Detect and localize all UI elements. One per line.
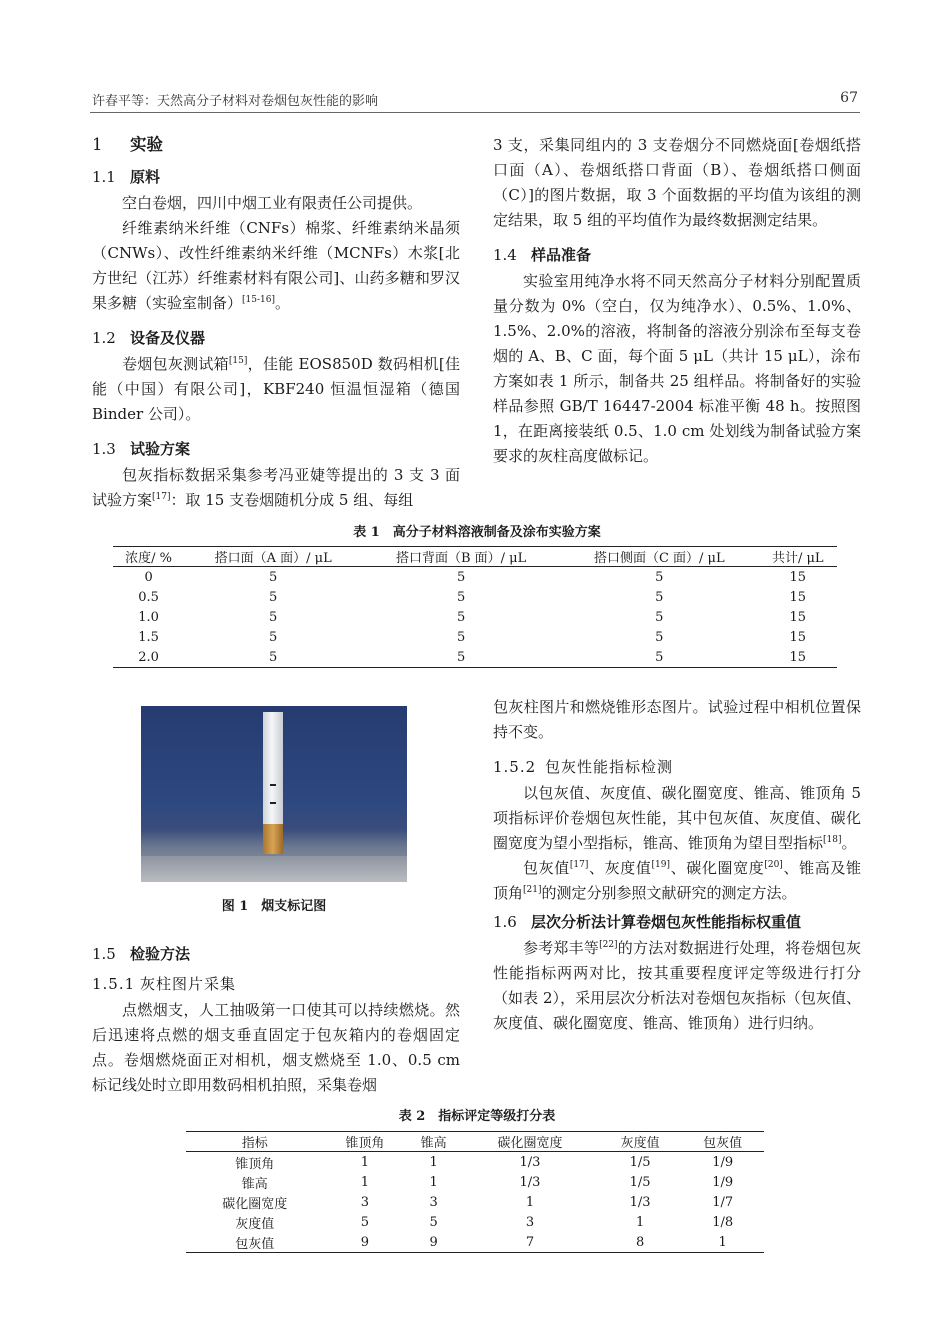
table2 — [186, 1131, 764, 1253]
table-cell: 15 — [789, 649, 807, 665]
subsubsection-heading: 1.5.2 包灰性能指标检测 — [493, 758, 674, 776]
table-cell: 5 — [269, 609, 278, 625]
left-column-top — [92, 131, 460, 513]
table-row — [186, 1172, 764, 1192]
left-column-bottom — [92, 936, 460, 1098]
table-row — [113, 587, 837, 607]
table-cell: 5 — [269, 629, 278, 645]
table-cell: 2.0 — [138, 649, 159, 665]
table-cell: 7 — [525, 1234, 535, 1250]
table-cell: 15 — [789, 589, 807, 605]
table-cell: 1/5 — [629, 1154, 651, 1170]
cigarette-filter — [263, 824, 283, 854]
table-cell: 5 — [269, 649, 278, 665]
cigarette-body — [263, 712, 283, 824]
figure1-caption: 图 1 烟支标记图 — [221, 899, 327, 914]
running-title: 许春平等：天然高分子材料对卷烟包灰性能的影响 — [92, 94, 379, 109]
table-row — [113, 627, 837, 647]
table-row — [186, 1212, 764, 1232]
table-cell: 5 — [655, 629, 664, 645]
table-cell: 1/3 — [519, 1174, 541, 1190]
table-cell: 1 — [525, 1194, 535, 1210]
paragraph: 空白卷烟，四川中烟工业有限责任公司提供。 — [122, 194, 423, 212]
table-cell: 5 — [655, 589, 664, 605]
table-cell: 3 — [525, 1214, 535, 1230]
table-cell: 1/9 — [712, 1174, 734, 1190]
table-cell: 1/3 — [519, 1154, 541, 1170]
holder-plate — [141, 856, 407, 882]
column-header: 锥顶角 — [324, 1132, 407, 1152]
table-cell: 9 — [429, 1234, 438, 1250]
paragraph: 以包灰值、灰度值、碳化圈宽度、锥高、锥顶角 5 项指标评价卷烟包灰性能，其中包灰值、灰度值、碳化圈宽度为望小型指标，锥高、锥顶角为望目型指标[18]。 — [493, 784, 861, 852]
table-cell: 1.0 — [138, 609, 159, 625]
table-row — [186, 1232, 764, 1253]
column-header: 浓度/ % — [113, 547, 184, 567]
table-cell: 碳化圈宽度 — [222, 1196, 288, 1212]
table-cell: 包灰值 — [235, 1236, 275, 1252]
table-row — [113, 647, 837, 668]
column-header: 共计/ μL — [759, 547, 837, 567]
table-cell: 15 — [789, 609, 807, 625]
table-cell: 9 — [360, 1234, 370, 1250]
subsection-heading: 1.2 设备及仪器 — [92, 329, 206, 347]
table-cell: 1 — [360, 1174, 370, 1190]
table-cell: 1 — [429, 1174, 438, 1190]
paragraph: 实验室用纯净水将不同天然高分子材料分别配置质量分数为 0%（空白，仅为纯净水）、0.5%、1.0%、1.5%、2.0%的溶液，将制备的溶液分别涂布至每支卷烟的 A、B、C 面，每个面 5 μL（共计 15 μL），涂布方案如表 1 所示，制备共 25 组样品。将制备好的实验样品参照 GB/T 16447-2004 标准平衡 48 h。按照图 1，在距离接装纸 0.5、1.0 cm 处划线为制备试验方案要求的灰柱高度做标记。 — [493, 272, 861, 465]
table-cell: 5 — [456, 649, 466, 665]
table-cell: 8 — [635, 1234, 645, 1250]
table1 — [113, 546, 837, 668]
subsection-heading: 1.6 层次分析法计算卷烟包灰性能指标权重值 — [493, 913, 802, 931]
table-cell: 5 — [456, 589, 466, 605]
column-header: 锥高 — [406, 1132, 461, 1152]
mark-line — [270, 802, 276, 804]
table-cell: 1/7 — [712, 1194, 734, 1210]
paragraph: 纤维素纳米纤维（CNFs）棉浆、纤维素纳米晶须（CNWs）、改性纤维素纳米纤维（MCNFs）木浆[北方世纪（江苏）纤维素材料有限公司]、山药多糖和罗汉果多糖（实验室制备）[15-16]。 — [92, 219, 460, 312]
table-cell: 5 — [456, 609, 466, 625]
table-cell: 5 — [269, 569, 278, 585]
table-cell: 1/5 — [629, 1174, 651, 1190]
mark-line — [270, 784, 276, 786]
header-rule — [90, 112, 860, 113]
table-cell: 5 — [456, 629, 466, 645]
right-column-top — [493, 133, 861, 469]
table-cell: 3 — [429, 1194, 438, 1210]
right-column-bottom — [493, 695, 861, 1036]
table-cell: 1 — [429, 1154, 438, 1170]
cigarette-marking-photo — [141, 706, 407, 882]
table2-caption: 表 2 指标评定等级打分表 — [398, 1109, 556, 1124]
subsection-heading: 1.4 样品准备 — [493, 246, 592, 264]
column-header: 指标 — [186, 1132, 324, 1152]
table-cell: 1/9 — [712, 1154, 734, 1170]
table-cell: 5 — [655, 609, 664, 625]
table-cell: 15 — [789, 629, 807, 645]
subsection-heading: 1.1 原料 — [92, 168, 161, 186]
table-cell: 1.5 — [138, 629, 159, 645]
paragraph: 卷烟包灰测试箱[15]，佳能 EOS850D 数码相机[佳能（中国）有限公司]，KBF240 恒温恒湿箱（德国 Binder 公司）。 — [92, 355, 460, 423]
table-cell: 灰度值 — [235, 1216, 275, 1232]
page-number: 67 — [840, 90, 858, 106]
table-row — [113, 567, 837, 588]
table-cell: 1/8 — [712, 1214, 734, 1230]
paragraph: 点燃烟支，人工抽吸第一口使其可以持续燃烧。然后迅速将点燃的烟支垂直固定于包灰箱内的卷烟固定点。卷烟燃烧面正对相机，烟支燃烧至 1.0、0.5 cm 标记线处时立即用数码相机拍照，采集卷烟 — [92, 1001, 460, 1094]
paragraph: 3 支，采集同组内的 3 支卷烟分不同燃烧面[卷烟纸搭口面（A）、卷烟纸搭口背面（B）、卷烟纸搭口侧面（C）]的图片数据，取 3 个面数据的平均值为该组的测定结果，取 5 组的平均值作为最终数据测定结果。 — [493, 136, 861, 229]
table-cell: 15 — [789, 569, 807, 585]
table-cell: 5 — [429, 1214, 438, 1230]
paragraph: 包灰值[17]、灰度值[19]、碳化圈宽度[20]、锥高及锥顶角[21]的测定分别参照文献研究的测定方法。 — [493, 859, 861, 902]
table-row — [186, 1152, 764, 1173]
column-header: 包灰值 — [681, 1132, 764, 1152]
table-cell: 5 — [456, 569, 466, 585]
column-header: 碳化圈宽度 — [461, 1132, 599, 1152]
paragraph: 包灰指标数据采集参考冯亚婕等提出的 3 支 3 面试验方案[17]：取 15 支卷烟随机分成 5 组、每组 — [92, 466, 460, 509]
table-cell: 锥高 — [241, 1176, 268, 1192]
column-header: 搭口面（A 面）/ μL — [184, 547, 362, 567]
table-cell: 5 — [655, 649, 664, 665]
table-row — [113, 607, 837, 627]
column-header: 灰度值 — [599, 1132, 682, 1152]
subsubsection-heading: 1.5.1 灰柱图片采集 — [92, 975, 237, 993]
column-header: 搭口背面（B 面）/ μL — [362, 547, 560, 567]
table-cell: 5 — [360, 1214, 370, 1230]
table-cell: 1/3 — [629, 1194, 651, 1210]
table-cell: 0.5 — [138, 589, 159, 605]
table1-caption: 表 1 高分子材料溶液制备及涂布实验方案 — [353, 525, 601, 540]
table-cell: 1 — [360, 1154, 370, 1170]
table-cell: 5 — [269, 589, 278, 605]
table-cell: 5 — [655, 569, 664, 585]
subsection-heading: 1.5 检验方法 — [92, 945, 191, 963]
subsection-heading: 1.3 试验方案 — [92, 440, 191, 458]
column-header: 搭口侧面（C 面）/ μL — [560, 547, 759, 567]
paragraph: 包灰柱图片和燃烧锥形态图片。试验过程中相机位置保持不变。 — [493, 698, 861, 741]
table-cell: 0 — [144, 569, 153, 585]
paragraph: 参考郑丰等[22]的方法对数据进行处理，将卷烟包灰性能指标两两对比，按其重要程度评定等级进行打分（如表 2），采用层次分析法对卷烟包灰指标（包灰值、灰度值、碳化圈宽度、锥高、锥顶角）进行归纳。 — [493, 939, 861, 1032]
table-cell: 1 — [718, 1234, 727, 1250]
table-row — [186, 1192, 764, 1212]
table-cell: 1 — [635, 1214, 645, 1230]
section-heading: 1 实验 — [92, 135, 163, 154]
table-cell: 3 — [360, 1194, 370, 1210]
table-cell: 锥顶角 — [235, 1156, 275, 1172]
